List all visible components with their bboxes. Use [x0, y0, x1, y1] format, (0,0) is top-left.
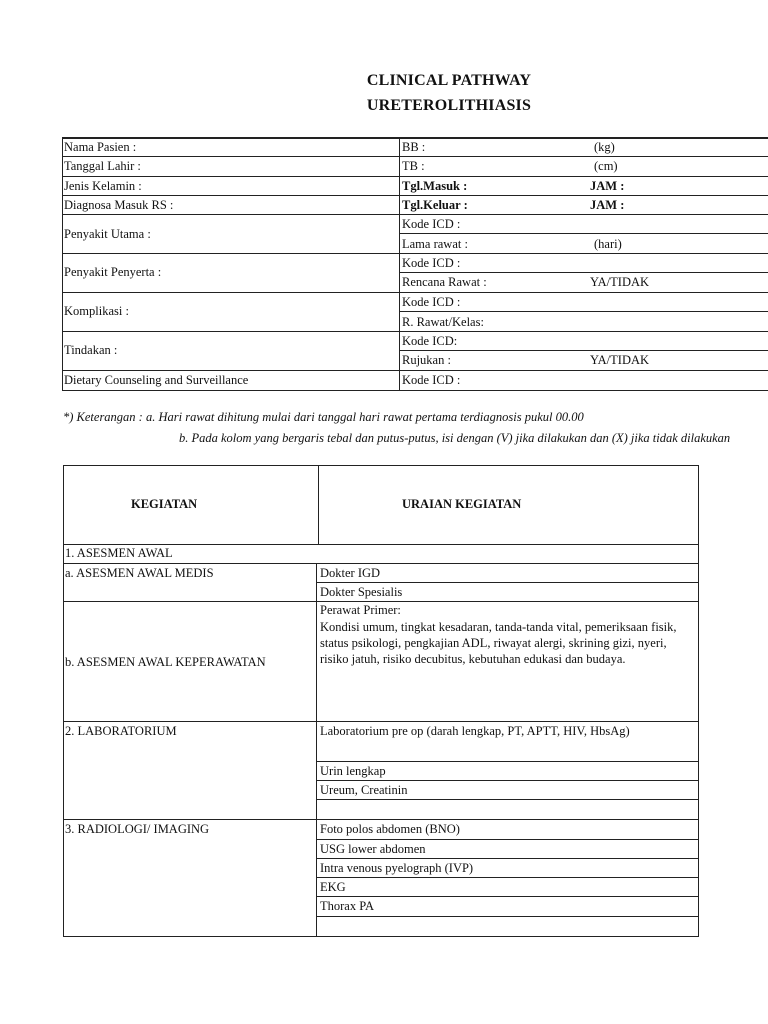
item-perawat-detail: Kondisi umum, tingkat kesadaran, tanda-tanda vital, pemeriksaan fisik, status psikologi, pengkajian ADL, riwayat alergi, skrining gizi, nyeri, risiko jatuh, risiko decubitus, kebutuhan edukasi dan budaya. [320, 620, 677, 666]
unit-kg: (kg) [594, 140, 615, 154]
label-lama-rawat: Lama rawat : [402, 237, 468, 251]
unit-cm: (cm) [594, 159, 618, 173]
item-ureum-creatinin: Ureum, Creatinin [320, 783, 408, 797]
document-title: CLINICAL PATHWAY [366, 72, 532, 89]
label-jam-keluar: JAM : [590, 198, 625, 212]
header-uraian-kegiatan: URAIAN KEGIATAN [402, 497, 522, 511]
item-usg: USG lower abdomen [320, 842, 426, 856]
value-rujukan: YA/TIDAK [590, 353, 650, 367]
label-kode-icd: Kode ICD : [402, 373, 461, 387]
label-kode-icd: Kode ICD : [402, 256, 461, 270]
item-lab-pre-op: Laboratorium pre op (darah lengkap, PT, APTT, HIV, HbsAg) [320, 724, 630, 738]
label-kode-icd: Kode ICD : [402, 217, 461, 231]
label-kode-icd: Kode ICD : [402, 295, 461, 309]
label-rujukan: Rujukan : [402, 353, 451, 367]
section-asesmen-awal: 1. ASESMEN AWAL [65, 546, 173, 560]
label-jenis-kelamin: Jenis Kelamin : [64, 179, 142, 193]
label-bb: BB : [402, 140, 426, 154]
item-dokter-igd: Dokter IGD [320, 566, 381, 580]
label-komplikasi: Komplikasi : [64, 304, 129, 318]
document-subtitle: URETEROLITHIASIS [366, 97, 532, 114]
label-tanggal-lahir: Tanggal Lahir : [64, 159, 141, 173]
label-nama-pasien: Nama Pasien : [64, 140, 137, 154]
value-rencana-rawat: YA/TIDAK [590, 275, 650, 289]
header-kegiatan: KEGIATAN [131, 497, 198, 511]
label-penyakit-utama: Penyakit Utama : [64, 227, 151, 241]
row-asesmen-awal-medis: a. ASESMEN AWAL MEDIS [65, 566, 214, 580]
label-tindakan: Tindakan : [64, 343, 118, 357]
label-penyakit-penyerta: Penyakit Penyerta : [64, 265, 162, 279]
label-tgl-masuk: Tgl.Masuk : [402, 179, 468, 193]
item-foto-polos: Foto polos abdomen (BNO) [320, 822, 460, 836]
item-thorax-pa: Thorax PA [320, 899, 375, 913]
label-jam-masuk: JAM : [590, 179, 625, 193]
label-r-rawat-kelas: R. Rawat/Kelas: [402, 315, 484, 329]
note-a: *) Keterangan : a. Hari rawat dihitung mulai dari tanggal hari rawat pertama terdiagnosis pukul 00.00 [63, 410, 584, 424]
item-perawat-primer: Perawat Primer: [320, 603, 401, 617]
label-tb: TB : [402, 159, 425, 173]
item-ekg: EKG [320, 880, 346, 894]
section-laboratorium: 2. LABORATORIUM [65, 724, 177, 738]
label-diagnosa-masuk: Diagnosa Masuk RS : [64, 198, 174, 212]
label-tgl-keluar: Tgl.Keluar : [402, 198, 468, 212]
row-asesmen-awal-keperawatan: b. ASESMEN AWAL KEPERAWATAN [65, 655, 266, 669]
item-urin-lengkap: Urin lengkap [320, 764, 386, 778]
item-dokter-spesialis: Dokter Spesialis [320, 585, 403, 599]
item-ivp: Intra venous pyelograph (IVP) [320, 861, 474, 875]
label-kode-icd: Kode ICD: [402, 334, 458, 348]
unit-hari: (hari) [594, 237, 622, 251]
label-rencana-rawat: Rencana Rawat : [402, 275, 487, 289]
section-radiologi-imaging: 3. RADIOLOGI/ IMAGING [65, 822, 210, 836]
label-dietary: Dietary Counseling and Surveillance [64, 373, 249, 387]
note-b: b. Pada kolom yang bergaris tebal dan putus-putus, isi dengan (V) jika dilakukan dan (X) jika tidak dilakukan [179, 431, 731, 445]
